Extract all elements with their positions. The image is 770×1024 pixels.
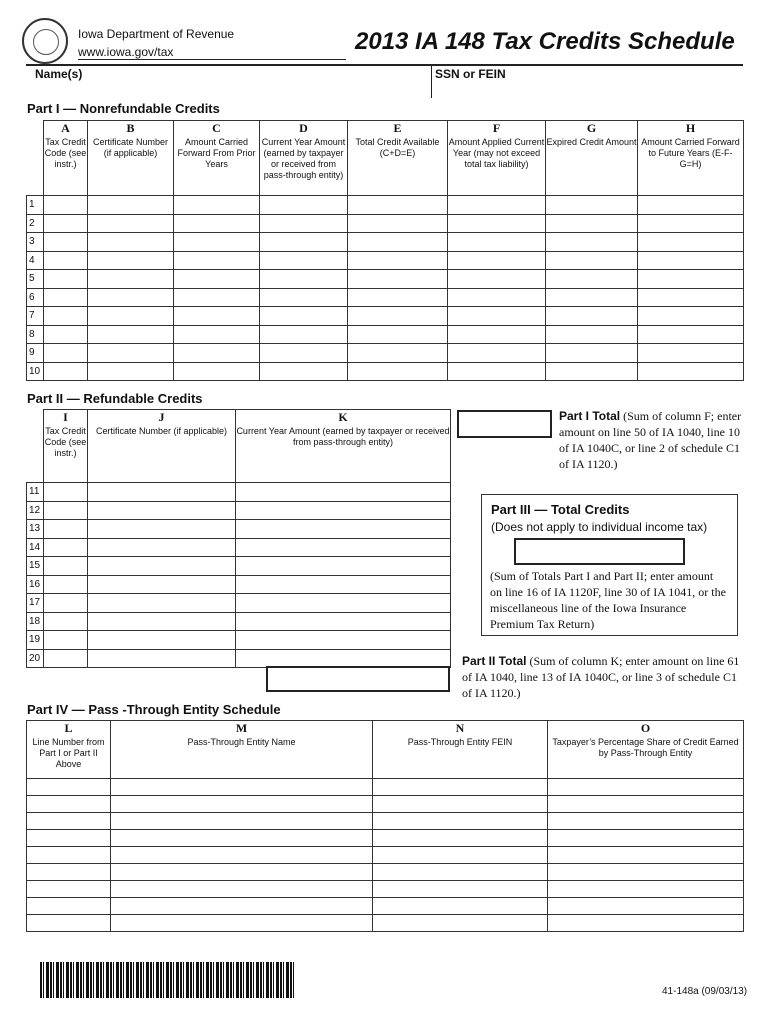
col-j-header xyxy=(88,410,236,483)
col-desc: Amount Carried Forward From Prior Years xyxy=(177,137,256,169)
col-desc: Tax Credit Code (see instr.) xyxy=(44,426,87,458)
part1-cell[interactable] xyxy=(638,307,744,326)
line-number: 15 xyxy=(27,557,44,576)
col-f-header xyxy=(448,121,546,196)
part1-row xyxy=(27,214,744,233)
part1-cell[interactable] xyxy=(546,307,638,326)
line-number: 2 xyxy=(27,214,44,233)
part4-row xyxy=(27,847,744,864)
name-ssn-divider xyxy=(431,64,432,98)
part1-cell[interactable] xyxy=(88,233,174,252)
part3-title: Part III — Total Credits xyxy=(491,502,630,517)
part1-header-row xyxy=(27,121,744,196)
part1-cell[interactable] xyxy=(174,325,260,344)
part1-cell[interactable] xyxy=(348,196,448,215)
part1-cell[interactable] xyxy=(638,325,744,344)
part4-header-row xyxy=(27,721,744,779)
part2-cell[interactable] xyxy=(44,520,88,539)
part1-cell[interactable] xyxy=(348,251,448,270)
line-number: 3 xyxy=(27,233,44,252)
part1-cell[interactable] xyxy=(174,196,260,215)
part1-cell[interactable] xyxy=(546,288,638,307)
names-field[interactable] xyxy=(100,78,420,96)
part1-row xyxy=(27,307,744,326)
part1-cell[interactable] xyxy=(174,233,260,252)
part4-cell[interactable] xyxy=(548,898,744,915)
ssn-field[interactable] xyxy=(520,78,740,96)
line-number: 13 xyxy=(27,520,44,539)
col-k-header xyxy=(236,410,451,483)
part1-cell[interactable] xyxy=(348,270,448,289)
col-desc: Amount Carried Forward to Future Years (E-F-G=H) xyxy=(641,137,740,169)
part1-total-label: Part I Total xyxy=(559,409,621,423)
part1-cell[interactable] xyxy=(260,362,348,381)
part2-cell[interactable] xyxy=(44,631,88,650)
part2-cell[interactable] xyxy=(236,520,451,539)
part1-cell[interactable] xyxy=(546,270,638,289)
col-letter: H xyxy=(685,121,696,135)
part4-cell[interactable] xyxy=(548,864,744,881)
part1-cell[interactable] xyxy=(44,288,88,307)
part2-row xyxy=(27,575,451,594)
part1-cell[interactable] xyxy=(448,233,546,252)
part2-corner xyxy=(27,410,44,483)
part1-cell[interactable] xyxy=(88,214,174,233)
part1-cell[interactable] xyxy=(88,270,174,289)
part1-cell[interactable] xyxy=(348,344,448,363)
part4-row xyxy=(27,864,744,881)
col-letter: I xyxy=(63,410,68,424)
part1-cell[interactable] xyxy=(638,288,744,307)
part1-cell[interactable] xyxy=(88,362,174,381)
part2-header-row xyxy=(27,410,451,483)
part2-row xyxy=(27,594,451,613)
part1-cell[interactable] xyxy=(260,307,348,326)
state-seal-icon xyxy=(22,18,68,64)
col-letter: D xyxy=(299,121,308,135)
col-a-header xyxy=(44,121,88,196)
col-l-header xyxy=(27,721,111,779)
part2-cell[interactable] xyxy=(236,594,451,613)
part1-cell[interactable] xyxy=(448,325,546,344)
part4-row xyxy=(27,830,744,847)
part1-cell[interactable] xyxy=(348,233,448,252)
part4-cell[interactable] xyxy=(111,864,373,881)
part2-cell[interactable] xyxy=(44,594,88,613)
part2-total-text: (Sum of column K; enter amount on line 61 of IA 1040, line 13 of IA 1040C, or line 3 of schedule C1 of IA 1120.) xyxy=(462,654,740,700)
names-label: Name(s) xyxy=(35,67,83,81)
part4-cell[interactable] xyxy=(27,915,111,932)
part4-cell[interactable] xyxy=(373,830,548,847)
part2-cell[interactable] xyxy=(44,575,88,594)
part4-row xyxy=(27,898,744,915)
col-letter: B xyxy=(126,121,135,135)
part1-cell[interactable] xyxy=(44,251,88,270)
part1-cell[interactable] xyxy=(638,214,744,233)
part4-cell[interactable] xyxy=(27,898,111,915)
line-number: 9 xyxy=(27,344,44,363)
line-number: 7 xyxy=(27,307,44,326)
part2-cell[interactable] xyxy=(44,649,88,668)
part2-cell[interactable] xyxy=(44,538,88,557)
part4-cell[interactable] xyxy=(111,796,373,813)
part4-cell[interactable] xyxy=(548,813,744,830)
col-e-header xyxy=(348,121,448,196)
line-number: 5 xyxy=(27,270,44,289)
part2-cell[interactable] xyxy=(236,538,451,557)
line-number: 16 xyxy=(27,575,44,594)
col-n-header xyxy=(373,721,548,779)
part4-cell[interactable] xyxy=(373,915,548,932)
part2-total-note xyxy=(462,653,747,701)
col-desc: Current Year Amount (earned by taxpayer or received from pass-through entity) xyxy=(261,137,346,180)
part1-cell[interactable] xyxy=(88,251,174,270)
part4-cell[interactable] xyxy=(111,898,373,915)
part1-cell[interactable] xyxy=(44,233,88,252)
part1-row xyxy=(27,325,744,344)
part4-cell[interactable] xyxy=(111,881,373,898)
part1-cell[interactable] xyxy=(348,214,448,233)
part4-cell[interactable] xyxy=(27,813,111,830)
part4-cell[interactable] xyxy=(373,864,548,881)
col-letter: C xyxy=(212,121,221,135)
part1-cell[interactable] xyxy=(88,344,174,363)
part2-cell[interactable] xyxy=(88,575,236,594)
col-desc: Certificate Number (if applicable) xyxy=(92,137,169,158)
part2-row xyxy=(27,649,451,668)
part1-cell[interactable] xyxy=(348,362,448,381)
part4-row xyxy=(27,779,744,796)
part2-row xyxy=(27,612,451,631)
part2-title: Part II — Refundable Credits xyxy=(27,391,203,406)
part1-cell[interactable] xyxy=(88,196,174,215)
line-number: 12 xyxy=(27,501,44,520)
line-number: 10 xyxy=(27,362,44,381)
part1-total-note xyxy=(559,408,749,472)
part2-cell[interactable] xyxy=(88,538,236,557)
part4-cell[interactable] xyxy=(548,915,744,932)
part4-row xyxy=(27,796,744,813)
col-i-header xyxy=(44,410,88,483)
part1-row xyxy=(27,196,744,215)
col-b-header xyxy=(88,121,174,196)
part1-cell[interactable] xyxy=(448,344,546,363)
header-rule xyxy=(78,59,346,60)
part4-row xyxy=(27,813,744,830)
part4-cell[interactable] xyxy=(373,796,548,813)
part1-cell[interactable] xyxy=(88,325,174,344)
part4-cell[interactable] xyxy=(27,864,111,881)
part1-cell[interactable] xyxy=(260,344,348,363)
part2-cell[interactable] xyxy=(236,501,451,520)
col-letter: L xyxy=(64,721,73,735)
part1-cell[interactable] xyxy=(260,270,348,289)
col-letter: N xyxy=(455,721,465,735)
col-letter: E xyxy=(393,121,402,135)
part1-cell[interactable] xyxy=(638,270,744,289)
part4-title: Part IV — Pass -Through Entity Schedule xyxy=(27,702,281,717)
part1-cell[interactable] xyxy=(448,362,546,381)
part2-row xyxy=(27,538,451,557)
part1-cell[interactable] xyxy=(448,214,546,233)
part2-row xyxy=(27,520,451,539)
col-desc: Certificate Number (if applicable) xyxy=(95,426,228,436)
part1-cell[interactable] xyxy=(546,251,638,270)
part1-cell[interactable] xyxy=(174,362,260,381)
part1-cell[interactable] xyxy=(44,344,88,363)
part1-cell[interactable] xyxy=(44,196,88,215)
part1-cell[interactable] xyxy=(546,233,638,252)
part2-cell[interactable] xyxy=(44,483,88,502)
part2-cell[interactable] xyxy=(88,501,236,520)
part4-cell[interactable] xyxy=(27,847,111,864)
part1-cell[interactable] xyxy=(348,325,448,344)
part1-cell[interactable] xyxy=(44,307,88,326)
col-h-header xyxy=(638,121,744,196)
part4-row xyxy=(27,881,744,898)
part4-cell[interactable] xyxy=(373,847,548,864)
part2-cell[interactable] xyxy=(236,631,451,650)
part2-cell[interactable] xyxy=(44,557,88,576)
ssn-label: SSN or FEIN xyxy=(435,67,506,81)
col-desc: Pass-Through Entity FEIN xyxy=(407,737,513,747)
part1-cell[interactable] xyxy=(638,344,744,363)
form-title: 2013 IA 148 Tax Credits Schedule xyxy=(355,28,735,55)
part3-text: (Sum of Totals Part I and Part II; enter amount on line 16 of IA 1120F, line 30 of IA 1041, or the miscellaneous line of the Iowa Insurance Premium Tax Return) xyxy=(490,569,726,631)
part2-row xyxy=(27,483,451,502)
part4-cell[interactable] xyxy=(111,779,373,796)
part1-total-field[interactable] xyxy=(457,410,552,438)
part1-cell[interactable] xyxy=(174,344,260,363)
part1-cell[interactable] xyxy=(546,214,638,233)
col-desc: Expired Credit Amount xyxy=(546,137,637,147)
part1-cell[interactable] xyxy=(174,307,260,326)
part1-cell[interactable] xyxy=(174,214,260,233)
part4-cell[interactable] xyxy=(111,915,373,932)
part1-cell[interactable] xyxy=(638,362,744,381)
part1-cell[interactable] xyxy=(546,325,638,344)
col-desc: Line Number from Part I or Part II Above xyxy=(32,737,105,769)
part2-cell[interactable] xyxy=(88,649,236,668)
col-desc: Taxpayer’s Percentage Share of Credit Earned by Pass-Through Entity xyxy=(552,737,739,758)
part2-row xyxy=(27,557,451,576)
part2-row xyxy=(27,501,451,520)
col-desc: Total Credit Available (C+D=E) xyxy=(355,137,440,158)
line-number: 1 xyxy=(27,196,44,215)
col-g-header xyxy=(546,121,638,196)
part1-total-text: (Sum of column F; enter amount on line 50 of IA 1040, line 10 of IA 1040C, or line 2 of schedule C1 of IA 1120.) xyxy=(559,409,742,471)
col-letter: O xyxy=(640,721,651,735)
part3-total-field[interactable] xyxy=(514,538,685,565)
part1-cell[interactable] xyxy=(448,270,546,289)
part2-cell[interactable] xyxy=(44,501,88,520)
col-d-header xyxy=(260,121,348,196)
col-desc: Tax Credit Code (see instr.) xyxy=(44,137,87,169)
part1-cell[interactable] xyxy=(448,251,546,270)
part4-cell[interactable] xyxy=(548,847,744,864)
agency-name: Iowa Department of Revenue xyxy=(78,27,235,41)
part2-cell[interactable] xyxy=(88,483,236,502)
part1-cell[interactable] xyxy=(260,251,348,270)
part4-cell[interactable] xyxy=(27,881,111,898)
part1-title: Part I — Nonrefundable Credits xyxy=(27,101,220,116)
part1-cell[interactable] xyxy=(88,288,174,307)
part1-cell[interactable] xyxy=(88,307,174,326)
part1-cell[interactable] xyxy=(174,251,260,270)
part1-cell[interactable] xyxy=(448,288,546,307)
part4-cell[interactable] xyxy=(548,881,744,898)
part4-cell[interactable] xyxy=(373,813,548,830)
part1-cell[interactable] xyxy=(260,233,348,252)
part1-row xyxy=(27,362,744,381)
part1-cell[interactable] xyxy=(260,325,348,344)
line-number: 17 xyxy=(27,594,44,613)
part1-cell[interactable] xyxy=(174,288,260,307)
part1-cell[interactable] xyxy=(260,288,348,307)
part4-cell[interactable] xyxy=(27,830,111,847)
part4-cell[interactable] xyxy=(111,847,373,864)
part4-row xyxy=(27,915,744,932)
col-desc: Amount Applied Current Year (may not exceed total tax liability) xyxy=(448,137,545,169)
part4-cell[interactable] xyxy=(548,830,744,847)
part1-cell[interactable] xyxy=(348,288,448,307)
part1-cell[interactable] xyxy=(638,233,744,252)
part3-subtitle: (Does not apply to individual income tax) xyxy=(491,520,708,534)
part1-row xyxy=(27,288,744,307)
part1-cell[interactable] xyxy=(260,196,348,215)
part4-cell[interactable] xyxy=(373,881,548,898)
agency-website: www.iowa.gov/tax xyxy=(78,45,174,59)
col-letter: G xyxy=(586,121,597,135)
part2-cell[interactable] xyxy=(236,483,451,502)
col-m-header xyxy=(111,721,373,779)
part1-row xyxy=(27,251,744,270)
part4-cell[interactable] xyxy=(373,898,548,915)
part1-cell[interactable] xyxy=(44,214,88,233)
barcode-icon xyxy=(40,962,294,998)
part1-cell[interactable] xyxy=(448,196,546,215)
line-number: 11 xyxy=(27,483,44,502)
form-number: 41-148a (09/03/13) xyxy=(662,986,748,997)
col-letter: A xyxy=(61,121,70,135)
part1-row xyxy=(27,233,744,252)
part1-cell[interactable] xyxy=(174,270,260,289)
part1-cell[interactable] xyxy=(546,362,638,381)
part2-cell[interactable] xyxy=(236,612,451,631)
part4-cell[interactable] xyxy=(548,796,744,813)
col-desc: Pass-Through Entity Name xyxy=(187,737,296,747)
col-letter: J xyxy=(158,410,165,424)
part4-cell[interactable] xyxy=(111,830,373,847)
part2-cell[interactable] xyxy=(88,594,236,613)
part2-cell[interactable] xyxy=(44,612,88,631)
part1-cell[interactable] xyxy=(44,325,88,344)
part1-cell[interactable] xyxy=(638,251,744,270)
part2-total-field[interactable] xyxy=(266,666,450,692)
part4-cell[interactable] xyxy=(548,779,744,796)
part1-cell[interactable] xyxy=(44,362,88,381)
part1-table xyxy=(26,120,744,381)
part1-cell[interactable] xyxy=(44,270,88,289)
part1-cell[interactable] xyxy=(638,196,744,215)
part2-cell[interactable] xyxy=(88,612,236,631)
part4-cell[interactable] xyxy=(27,779,111,796)
part4-cell[interactable] xyxy=(373,779,548,796)
part1-cell[interactable] xyxy=(348,307,448,326)
part2-table xyxy=(26,409,451,668)
part2-row xyxy=(27,631,451,650)
part2-cell[interactable] xyxy=(88,631,236,650)
part1-cell[interactable] xyxy=(448,307,546,326)
part1-row xyxy=(27,270,744,289)
part4-table xyxy=(26,720,744,932)
part2-cell[interactable] xyxy=(236,649,451,668)
line-number: 8 xyxy=(27,325,44,344)
line-number: 20 xyxy=(27,649,44,668)
part2-cell[interactable] xyxy=(236,575,451,594)
col-c-header xyxy=(174,121,260,196)
col-letter: F xyxy=(492,121,501,135)
col-o-header xyxy=(548,721,744,779)
part1-cell[interactable] xyxy=(260,214,348,233)
part4-cell[interactable] xyxy=(27,796,111,813)
part2-cell[interactable] xyxy=(88,520,236,539)
part1-cell[interactable] xyxy=(546,344,638,363)
col-desc: Current Year Amount (earned by taxpayer or received from pass-through entity) xyxy=(236,426,450,447)
part2-total-label: Part II Total xyxy=(462,654,527,668)
part1-row xyxy=(27,344,744,363)
line-number: 14 xyxy=(27,538,44,557)
part2-cell[interactable] xyxy=(88,557,236,576)
part4-cell[interactable] xyxy=(111,813,373,830)
col-letter: K xyxy=(338,410,348,424)
part1-corner xyxy=(27,121,44,196)
part2-cell[interactable] xyxy=(236,557,451,576)
line-number: 4 xyxy=(27,251,44,270)
col-letter: M xyxy=(235,721,248,735)
part1-cell[interactable] xyxy=(546,196,638,215)
line-number: 6 xyxy=(27,288,44,307)
line-number: 18 xyxy=(27,612,44,631)
line-number: 19 xyxy=(27,631,44,650)
